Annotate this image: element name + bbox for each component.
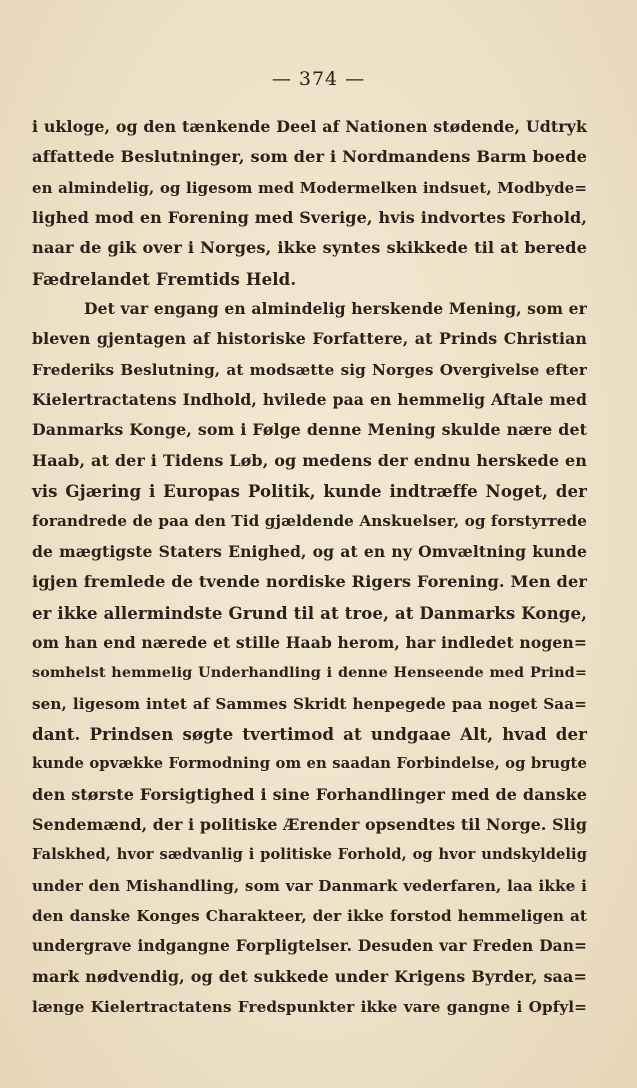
text-line: vis Gjæring i Europas Politik, kunde indtræffe Noget, der <box>32 481 587 502</box>
text-line: den største Forsigtighed i sine Forhandlinger med de danske <box>32 784 587 804</box>
text-line: de mægtigste Staters Enighed, og at en ny Omvæltning kunde <box>32 541 587 561</box>
text-line: Kielertractatens Indhold, hvilede paa en hemmelig Aftale med <box>32 390 587 410</box>
text-line: bleven gjentagen af historiske Forfattere, at Prinds Christian <box>32 329 587 349</box>
text-line: den danske Konges Charakteer, der ikke forstod hemmeligen at <box>32 906 587 925</box>
text-line: Frederiks Beslutning, at modsætte sig Norges Overgivelse efter <box>32 360 587 379</box>
text-line: en almindelig, og ligesom med Modermelken indsuet, Modbyde= <box>32 178 587 197</box>
text-line: sen, ligesom intet af Sammes Skridt henpegede paa noget Saa= <box>32 694 587 713</box>
text-line: under den Mishandling, som var Danmark vederfaren, laa ikke i <box>32 876 587 895</box>
text-line: affattede Beslutninger, som der i Nordmandens Barm boede <box>32 147 587 167</box>
text-line: somhelst hemmelig Underhandling i denne Henseende med Prind= <box>32 664 587 682</box>
text-line: Fædrelandet Fremtids Held. <box>32 268 297 289</box>
text-line: om han end nærede et stille Haab herom, har indledet nogen= <box>32 632 587 652</box>
text-line: dant. Prindsen søgte tvertimod at undgaae Alt, hvad der <box>32 723 587 744</box>
text-line: undergrave indgangne Forpligtelser. Desuden var Freden Dan= <box>32 937 587 956</box>
text-line: Haab, at der i Tidens Løb, og medens der endnu herskede en <box>32 450 587 470</box>
body-text <box>32 112 587 1022</box>
text-line: længe Kielertractatens Fredspunkter ikke vare gangne i Opfyl= <box>32 997 587 1016</box>
text-line: Sendemænd, der i politiske Ærender opsendtes til Norge. Slig <box>32 814 587 834</box>
text-line: Det var engang en almindelig herskende Mening, som er <box>84 299 587 319</box>
text-line: Danmarks Konge, som i Følge denne Mening skulde nære det <box>32 420 587 440</box>
text-line: er ikke allermindste Grund til at troe, at Danmarks Konge, <box>32 602 587 623</box>
text-line: forandrede de paa den Tid gjældende Anskuelser, og forstyrrede <box>32 512 588 531</box>
text-line: kunde opvække Formodning om en saadan Forbindelse, og brugte <box>32 755 587 773</box>
text-line: lighed mod en Forening med Sverige, hvis indvortes Forhold, <box>32 208 587 228</box>
page-number-header: — 374 — <box>271 68 366 90</box>
text-line: mark nødvendig, og det sukkede under Krigens Byrder, saa= <box>32 966 587 986</box>
text-line: naar de gik over i Norges, ikke syntes skikkede til at berede <box>32 238 587 258</box>
text-line: Falskhed, hvor sædvanlig i politiske Forhold, og hvor undskyldelig <box>32 846 587 864</box>
text-line: i ukloge, og den tænkende Deel af Nationen stødende, Udtryk <box>32 117 587 136</box>
text-line: igjen fremlede de tvende nordiske Rigers Forening. Men der <box>32 572 587 592</box>
